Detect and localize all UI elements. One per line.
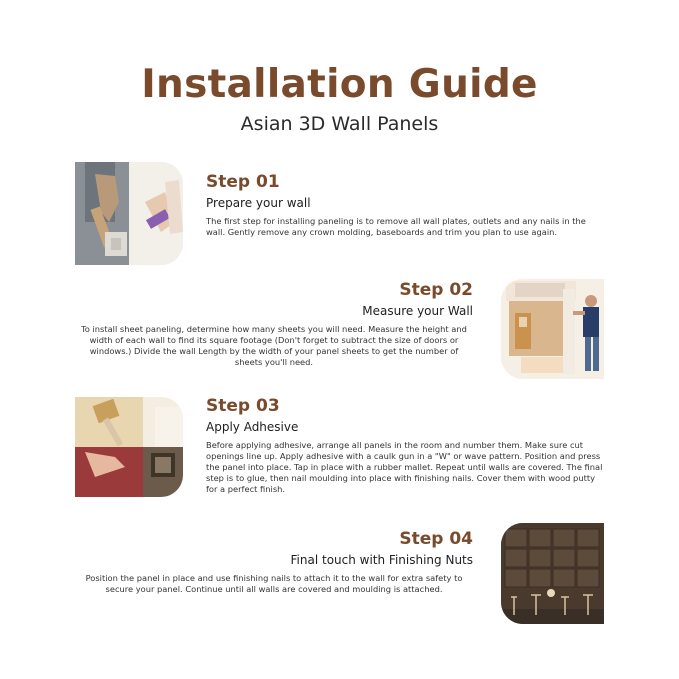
page-subtitle: Asian 3D Wall Panels xyxy=(240,113,439,135)
step-description: To install sheet paneling, determine how many sheets you will need. Measure the height and width of each wall to find its square footage (Don't forget to subtract the size of doors or windows.) Divide the wall Length by the width of your panel sheets to get the number of sheets you'll need. xyxy=(81,324,467,367)
step-name: Final touch with Finishing Nuts xyxy=(290,553,473,567)
step-04-photo xyxy=(501,523,604,624)
step-02 xyxy=(75,280,473,368)
step-number: Step 04 xyxy=(399,529,473,549)
step-name: Apply Adhesive xyxy=(206,420,299,434)
step-description: Position the panel in place and use finishing nails to attach it to the wall for extra safety to secure your panel. Continue until all walls are covered and moulding is attached. xyxy=(85,573,463,594)
step-description: Before applying adhesive, arrange all panels in the room and number them. Make sure cut openings line up. Apply adhesive with a caulk gun in a "W" or wave pattern. Position and press the panel into place. Tap in place with a rubber mallet. Repeat until walls are covered. The final step is to glue, then nail moulding into place with finishing nails. Cover them with wood putty for a perfect finish. xyxy=(206,440,603,494)
step-04 xyxy=(75,529,473,595)
step-number: Step 01 xyxy=(206,172,280,192)
step-name: Prepare your wall xyxy=(206,196,311,210)
step-02-photo xyxy=(501,279,604,379)
page-title: Installation Guide xyxy=(141,62,538,107)
step-number: Step 02 xyxy=(399,280,473,300)
step-01-photo xyxy=(75,162,183,265)
step-03 xyxy=(206,396,606,495)
step-01 xyxy=(206,172,606,238)
step-number: Step 03 xyxy=(206,396,280,416)
step-03-photo xyxy=(75,397,183,497)
step-name: Measure your Wall xyxy=(362,304,473,318)
step-description: The first step for installing paneling is to remove all wall plates, outlets and any nails in the wall. Gently remove any crown molding, baseboards and trim you plan to use again. xyxy=(206,216,586,237)
